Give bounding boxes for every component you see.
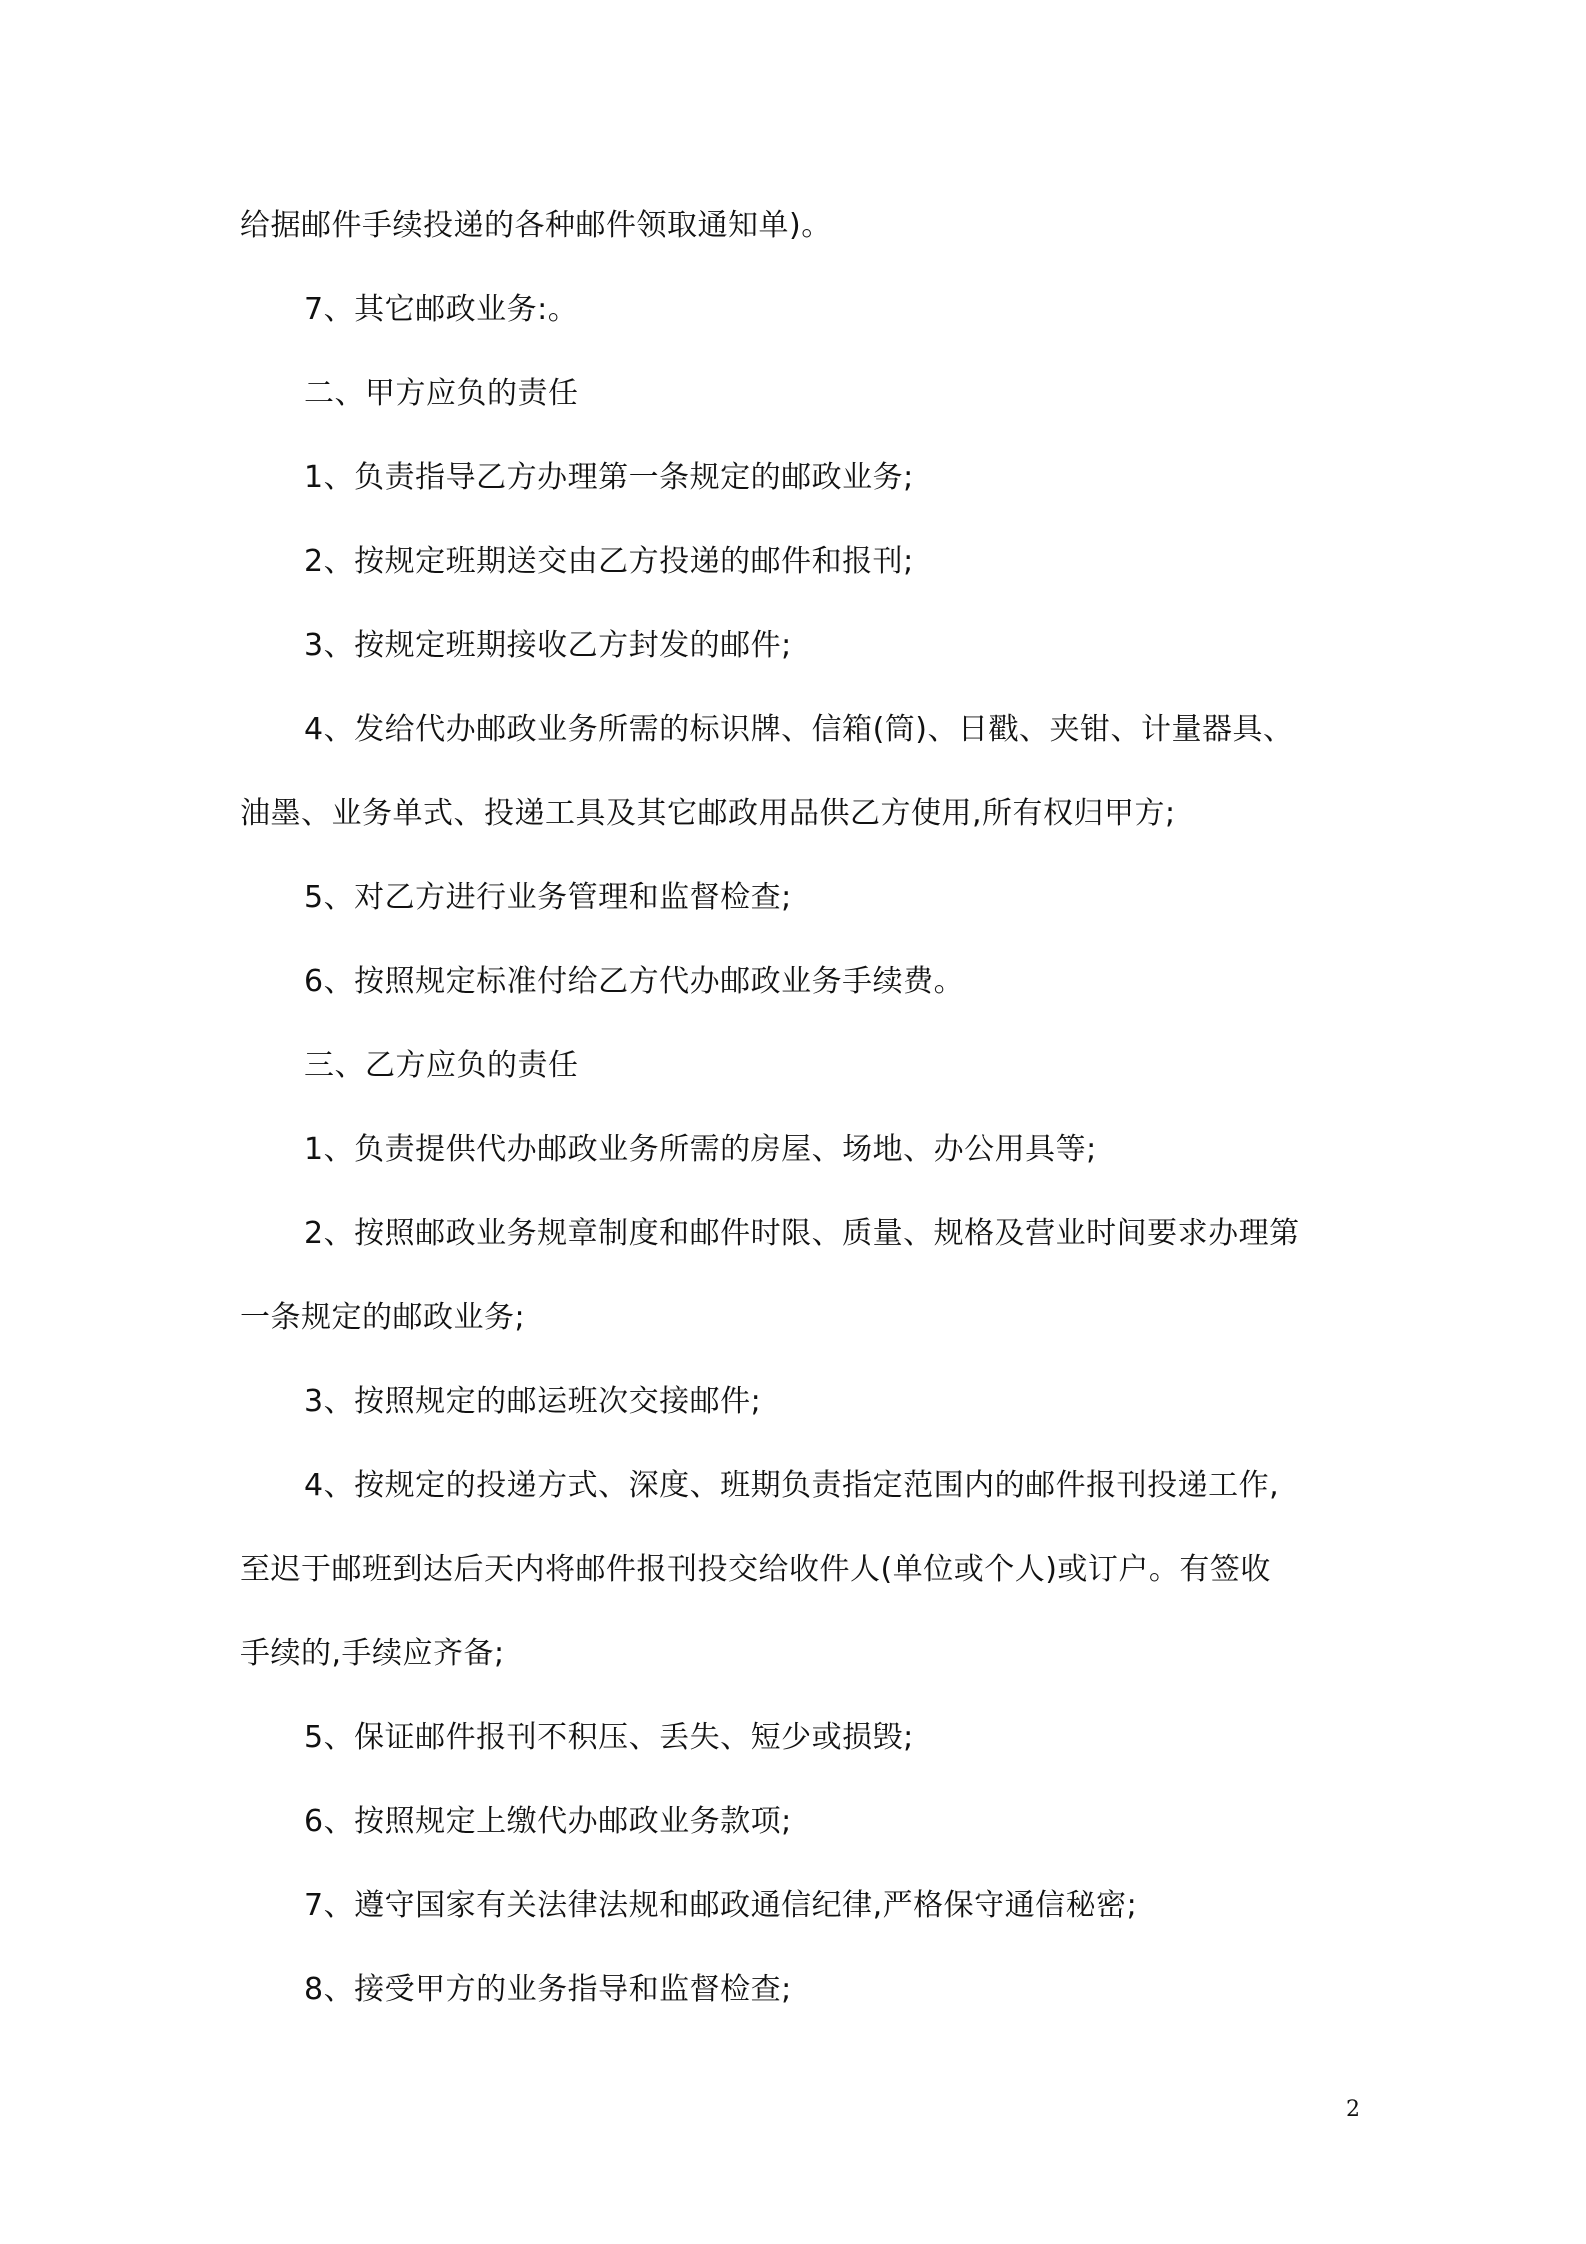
text-line-20: 6、按照规定上缴代办邮政业务款项; [304, 1804, 792, 1839]
text-line-10: 6、按照规定标准付给乙方代办邮政业务手续费。 [304, 964, 965, 999]
text-line-2: 7、其它邮政业务:。 [304, 292, 579, 327]
text-line-5: 2、按规定班期送交由乙方投递的邮件和报刊; [304, 544, 914, 579]
text-line-14: 一条规定的邮政业务; [240, 1300, 526, 1335]
text-line-19: 5、保证邮件报刊不积压、丢失、短少或损毁; [304, 1720, 914, 1755]
text-line-22: 8、接受甲方的业务指导和监督检查; [304, 1972, 792, 2007]
text-line-15: 3、按照规定的邮运班次交接邮件; [304, 1384, 762, 1419]
text-line-1: 给据邮件手续投递的各种邮件领取通知单)。 [240, 208, 832, 243]
text-line-9: 5、对乙方进行业务管理和监督检查; [304, 880, 792, 915]
section-heading-2: 二、甲方应负的责任 [304, 376, 579, 411]
text-line-18: 手续的,手续应齐备; [240, 1636, 505, 1671]
text-line-17: 至迟于邮班到达后天内将邮件报刊投交给收件人(单位或个人)或订户。有签收 [240, 1552, 1271, 1587]
page-number: 2 [1346, 2097, 1360, 2122]
text-line-12: 1、负责提供代办邮政业务所需的房屋、场地、办公用具等; [304, 1132, 1097, 1167]
text-line-13: 2、按照邮政业务规章制度和邮件时限、质量、规格及营业时间要求办理第 [304, 1216, 1300, 1251]
text-line-16: 4、按规定的投递方式、深度、班期负责指定范围内的邮件报刊投递工作, [304, 1468, 1280, 1503]
text-line-4: 1、负责指导乙方办理第一条规定的邮政业务; [304, 460, 914, 495]
text-line-7: 4、发给代办邮政业务所需的标识牌、信箱(筒)、日戳、夹钳、计量器具、 [304, 712, 1294, 747]
section-heading-3: 三、乙方应负的责任 [304, 1048, 579, 1083]
text-line-6: 3、按规定班期接收乙方封发的邮件; [304, 628, 792, 663]
text-line-21: 7、遵守国家有关法律法规和邮政通信纪律,严格保守通信秘密; [304, 1888, 1138, 1923]
text-line-8: 油墨、业务单式、投递工具及其它邮政用品供乙方使用,所有权归甲方; [240, 796, 1176, 831]
